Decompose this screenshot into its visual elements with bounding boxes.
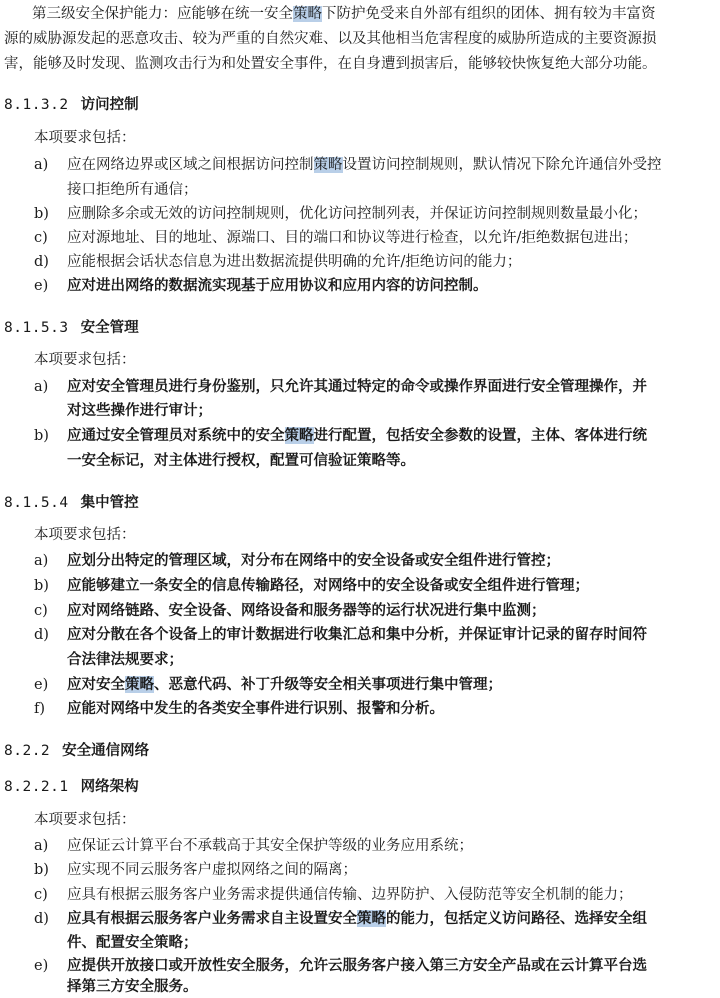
intro-line-1 bbox=[32, 4, 656, 24]
list-item bbox=[34, 426, 647, 446]
list-item bbox=[34, 601, 546, 621]
section-title: 安全管理 bbox=[80, 320, 139, 336]
list-item-label: b) bbox=[34, 428, 49, 444]
search-highlight: 策略 bbox=[313, 157, 343, 173]
requirements-lead: 本项要求包括： bbox=[34, 130, 136, 146]
intro-line-3: 害，能够及时发现、监测攻击行为和处置安全事件，在自身遭到损害后，能够较快恢复绝大部分功能。 bbox=[4, 56, 657, 72]
list-item-text: 、恶意代码、补丁升级等安全相关事项进行集中管理； bbox=[154, 676, 502, 693]
list-item-label: e) bbox=[34, 278, 49, 294]
list-item-label: e) bbox=[34, 677, 49, 693]
list-item bbox=[34, 228, 637, 248]
list-item-label: e) bbox=[34, 958, 49, 974]
search-highlight: 策略 bbox=[357, 910, 386, 927]
section-number: 8.2.2 bbox=[4, 743, 51, 759]
list-item-text: 应通过安全管理员对系统中的安全 bbox=[67, 427, 285, 444]
list-item-continuation: 接口拒绝所有通信； bbox=[67, 182, 198, 198]
list-item bbox=[34, 675, 502, 695]
list-item-text: 应在网络边界或区域之间根据访问控制 bbox=[67, 157, 314, 173]
list-item-continuation: 一安全标记，对主体进行授权，配置可信验证策略等。 bbox=[67, 452, 415, 469]
intro-line-2: 源的威胁源发起的恶意攻击、较为严重的自然灾难、以及其他相当危害程度的威胁所造成的主要资源损 bbox=[4, 31, 657, 47]
list-item bbox=[34, 885, 633, 905]
list-item bbox=[34, 956, 647, 976]
list-item-text: 应对网络链路、安全设备、网络设备和服务器等的运行状况进行集中监测； bbox=[67, 602, 546, 619]
list-item-text: 应能对网络中发生的各类安全事件进行识别、报警和分析。 bbox=[67, 700, 444, 717]
list-item bbox=[34, 377, 647, 397]
list-item-label: c) bbox=[34, 887, 48, 903]
section-title: 安全通信网络 bbox=[62, 743, 150, 759]
section-number: 8.2.2.1 bbox=[4, 779, 69, 795]
section-heading-8-2-2-1 bbox=[4, 777, 139, 797]
list-item-text: 应对安全管理员进行身份鉴别，只允许其通过特定的命令或操作界面进行安全管理操作，并 bbox=[67, 378, 647, 395]
list-item bbox=[34, 155, 662, 175]
list-item-text: 应删除多余或无效的访问控制规则，优化访问控制列表，并保证访问控制规则数量最小化； bbox=[67, 206, 647, 222]
list-item-label: d) bbox=[34, 254, 49, 270]
intro-text: 下防护免受来自外部有组织的团体、拥有较为丰富资 bbox=[322, 6, 656, 22]
section-title: 访问控制 bbox=[80, 97, 139, 113]
list-item bbox=[34, 909, 647, 929]
list-item-text: 应对源地址、目的地址、源端口、目的端口和协议等进行检查，以允许/拒绝数据包进出； bbox=[67, 230, 638, 246]
list-item-text: 应对分散在各个设备上的审计数据进行收集汇总和集中分析，并保证审计记录的留存时间符 bbox=[67, 626, 647, 643]
section-number: 8.1.5.4 bbox=[4, 495, 69, 511]
requirements-lead: 本项要求包括： bbox=[34, 527, 136, 543]
section-heading-8-2-2 bbox=[4, 741, 149, 761]
list-item-continuation: 件、配置安全策略； bbox=[67, 934, 198, 951]
intro-text: 第三级安全保护能力：应能够在统一安全 bbox=[32, 6, 293, 22]
list-item-text: 设置访问控制规则，默认情况下除允许通信外受控 bbox=[342, 157, 662, 173]
list-item-label: a) bbox=[34, 157, 49, 173]
list-item bbox=[34, 576, 589, 596]
list-item-text: 应划分出特定的管理区域，对分布在网络中的安全设备或安全组件进行管控； bbox=[67, 552, 560, 569]
list-item-continuation: 合法律法规要求； bbox=[67, 651, 183, 668]
list-item bbox=[34, 551, 560, 571]
list-item-label: b) bbox=[34, 206, 49, 222]
list-item-text: 应具有根据云服务客户业务需求提供通信传输、边界防护、入侵防范等安全机制的能力； bbox=[67, 887, 633, 903]
search-highlight: 策略 bbox=[293, 6, 322, 22]
list-item-label: a) bbox=[34, 379, 49, 395]
list-item-label: a) bbox=[34, 553, 49, 569]
list-item-continuation: 对这些操作进行审计； bbox=[67, 402, 212, 419]
list-item-text: 的能力，包括定义访问路径、选择安全组 bbox=[386, 910, 647, 927]
list-item-label: f) bbox=[34, 701, 46, 717]
list-item bbox=[34, 625, 647, 645]
list-item bbox=[34, 699, 444, 719]
list-item-label: d) bbox=[34, 911, 49, 927]
section-number: 8.1.5.3 bbox=[4, 320, 69, 336]
list-item-label: c) bbox=[34, 230, 48, 246]
requirements-lead: 本项要求包括： bbox=[34, 812, 136, 828]
list-item bbox=[34, 252, 521, 272]
list-item-text: 应能根据会话状态信息为进出数据流提供明确的允许/拒绝访问的能力； bbox=[67, 254, 522, 270]
list-item-label: d) bbox=[34, 627, 49, 643]
list-item bbox=[34, 836, 473, 856]
list-item-label: a) bbox=[34, 838, 49, 854]
list-item-text: 应能够建立一条安全的信息传输路径，对网络中的安全设备或安全组件进行管理； bbox=[67, 577, 589, 594]
list-item-continuation: 择第三方安全服务。 bbox=[67, 978, 198, 995]
search-highlight: 策略 bbox=[125, 676, 154, 693]
list-item-label: c) bbox=[34, 603, 48, 619]
section-number: 8.1.3.2 bbox=[4, 97, 69, 113]
section-title: 网络架构 bbox=[80, 779, 139, 795]
section-title: 集中管控 bbox=[80, 495, 139, 511]
list-item-text: 应保证云计算平台不承载高于其安全保护等级的业务应用系统； bbox=[67, 838, 473, 854]
search-highlight: 策略 bbox=[284, 427, 314, 444]
list-item-text: 应提供开放接口或开放性安全服务，允许云服务客户接入第三方安全产品或在云计算平台选 bbox=[67, 957, 647, 974]
section-heading-8-1-5-4 bbox=[4, 493, 139, 513]
list-item bbox=[34, 860, 357, 880]
requirements-lead: 本项要求包括： bbox=[34, 352, 136, 368]
list-item bbox=[34, 276, 488, 296]
list-item-text: 应对进出网络的数据流实现基于应用协议和应用内容的访问控制。 bbox=[67, 277, 488, 294]
list-item-label: b) bbox=[34, 862, 49, 878]
section-heading-8-1-3-2 bbox=[4, 95, 139, 115]
list-item-label: b) bbox=[34, 578, 49, 594]
section-heading-8-1-5-3 bbox=[4, 318, 139, 338]
list-item-text: 应对安全 bbox=[67, 676, 125, 693]
list-item-text: 应实现不同云服务客户虚拟网络之间的隔离； bbox=[67, 862, 357, 878]
list-item bbox=[34, 204, 647, 224]
list-item-text: 进行配置，包括安全参数的设置，主体、客体进行统 bbox=[313, 427, 647, 444]
list-item-text: 应具有根据云服务客户业务需求自主设置安全 bbox=[67, 910, 357, 927]
